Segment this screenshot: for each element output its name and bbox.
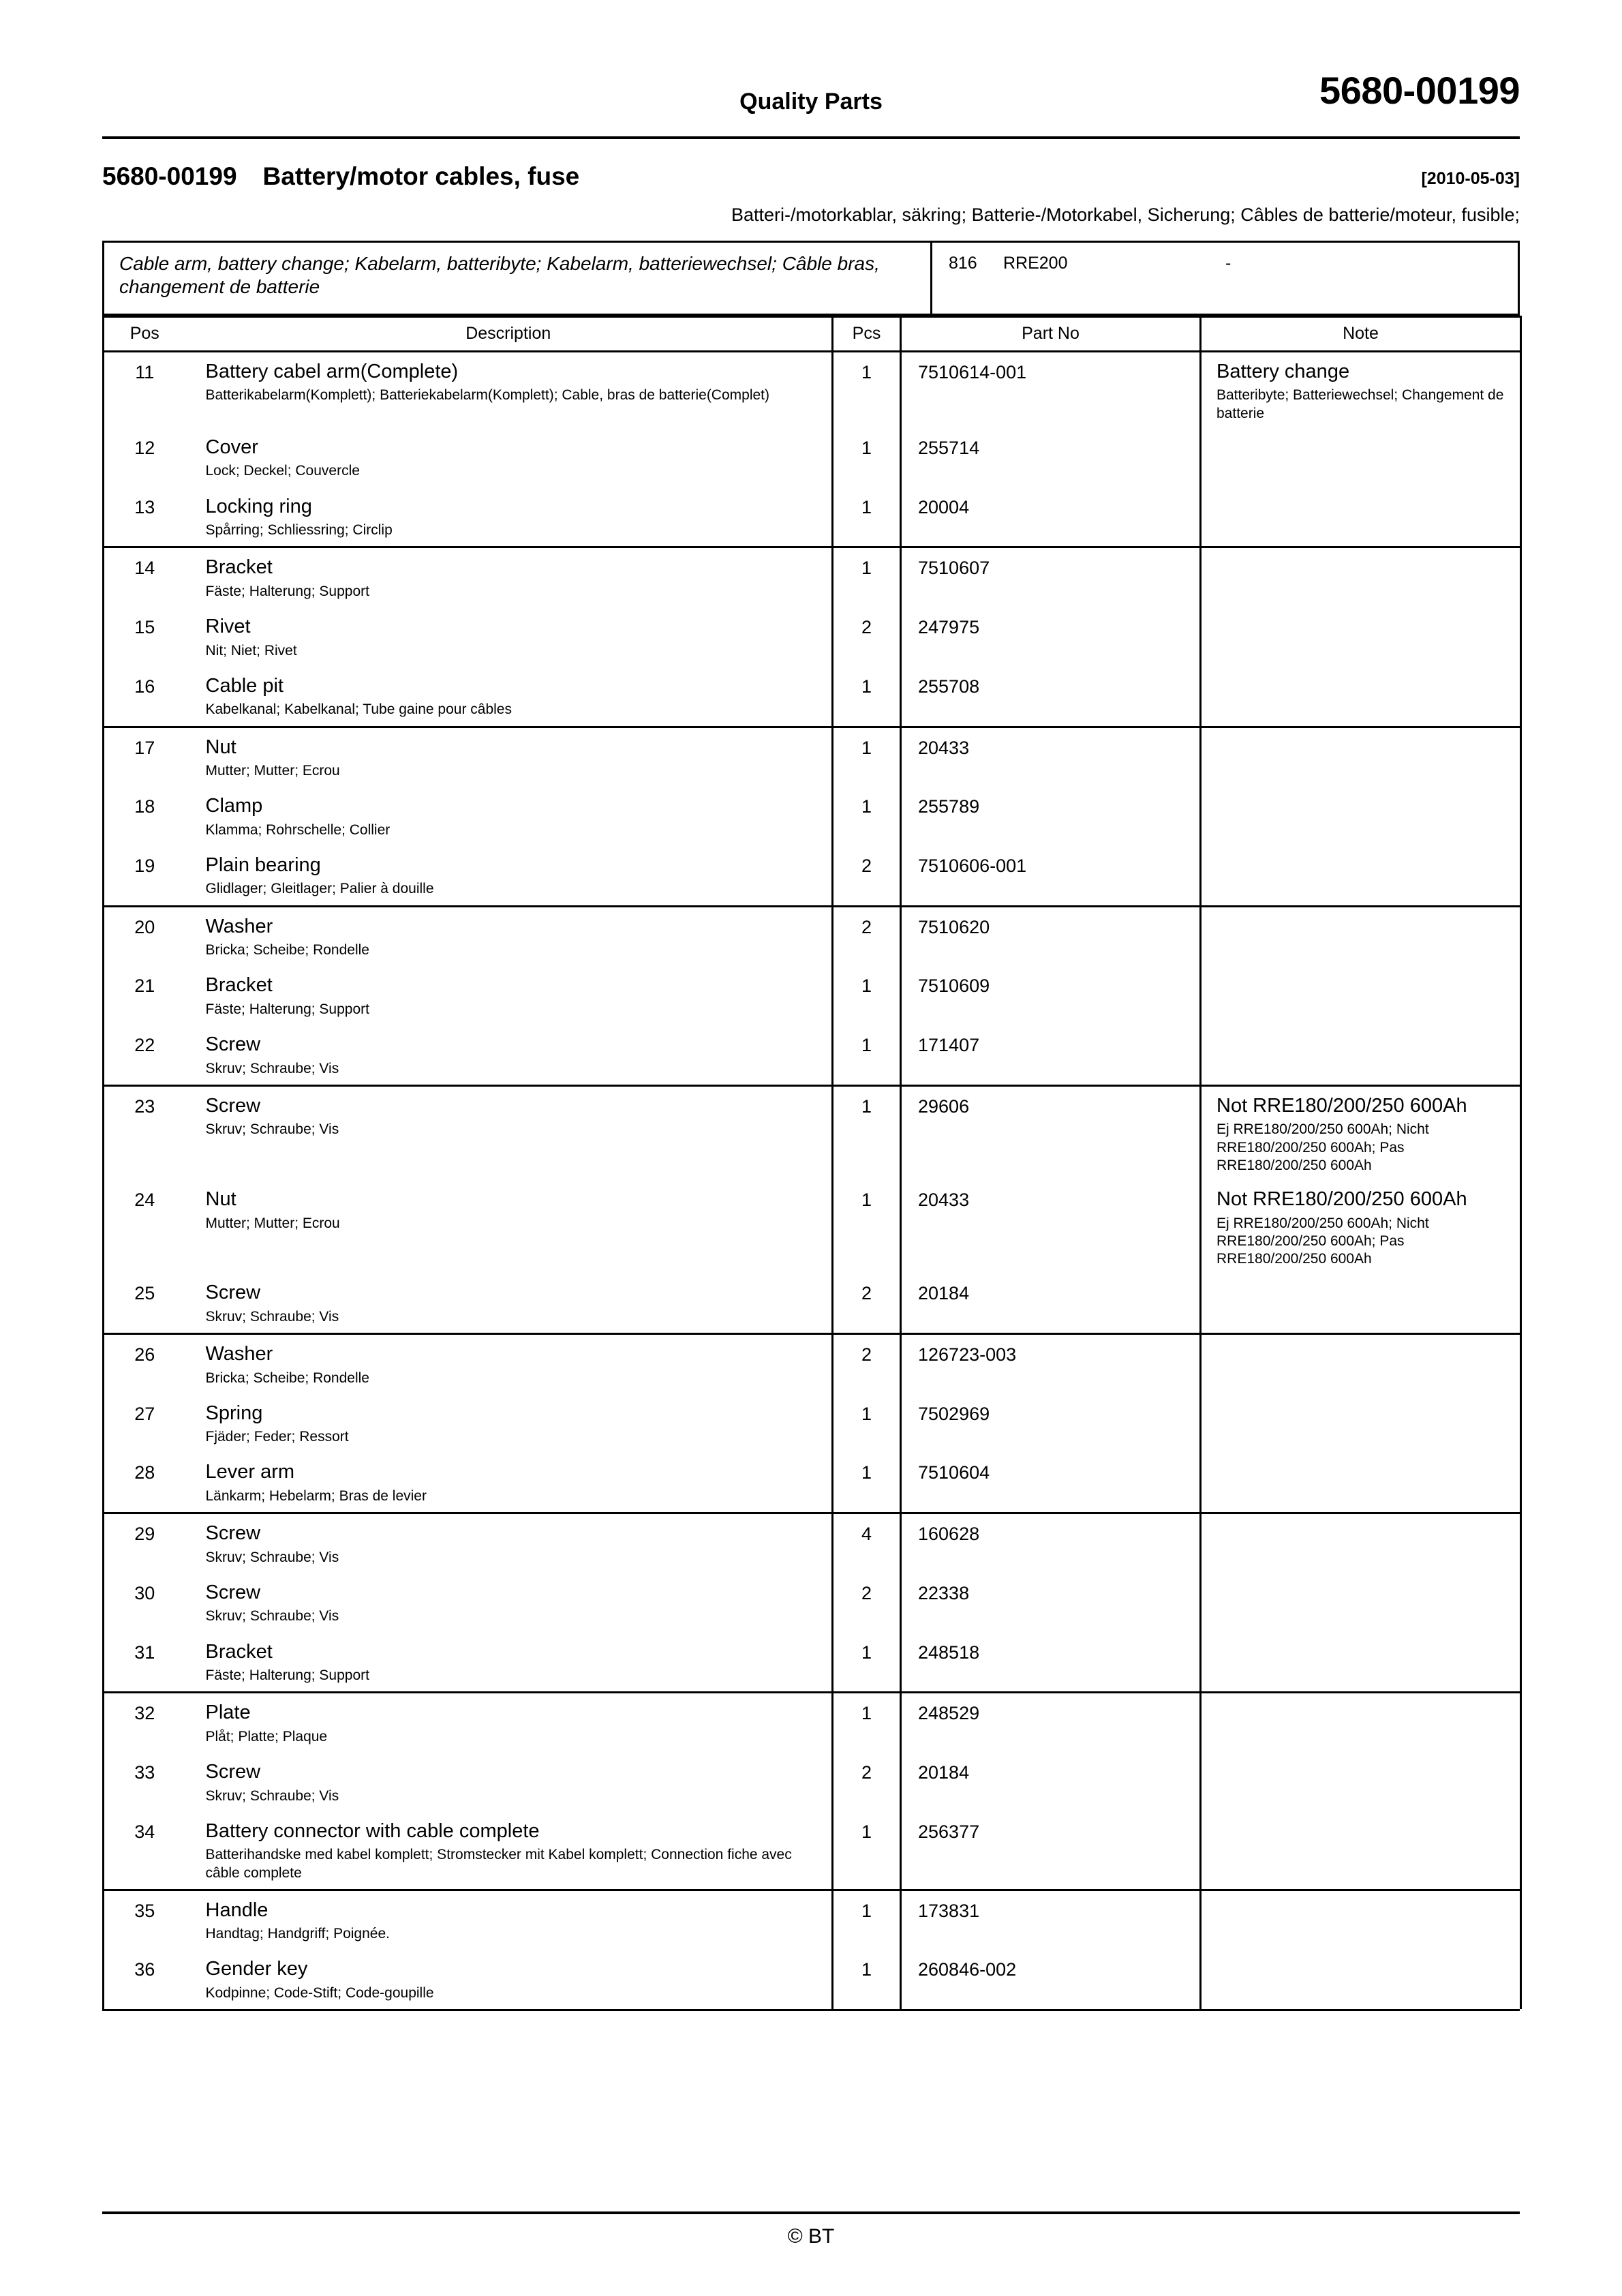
title-row: [102, 162, 1520, 196]
part-name: Battery connector with cable complete: [205, 1819, 540, 1842]
document-code-header: 5680-00199: [1319, 69, 1520, 112]
revision-date: [2010-05-03]: [1421, 169, 1520, 188]
table-row: [104, 727, 1521, 787]
part-name-translations: Bricka; Scheibe; Rondelle: [205, 1370, 369, 1386]
cell-part-no: 20433: [901, 1180, 1201, 1273]
cell-pcs: 1: [833, 966, 901, 1025]
cell-note: [1201, 1273, 1521, 1333]
part-name: Locking ring: [205, 495, 312, 517]
cell-note: [1201, 1950, 1521, 2009]
cell-part-no: 7510604: [901, 1453, 1201, 1513]
table-row: [104, 428, 1521, 487]
part-name-translations: Skruv; Schraube; Vis: [205, 1308, 339, 1325]
assembly-model: [932, 243, 1518, 314]
model-name: RRE200: [1003, 254, 1068, 273]
cell-part-no: 126723-003: [901, 1334, 1201, 1394]
cell-part-no: 20184: [901, 1753, 1201, 1812]
part-name-translations: Skruv; Schraube; Vis: [205, 1060, 339, 1076]
part-name: Screw: [205, 1094, 261, 1117]
part-name: Cover: [205, 436, 258, 458]
table-row: [104, 607, 1521, 667]
cell-description: [185, 428, 833, 487]
cell-note: [1201, 1025, 1521, 1085]
part-name: Spring: [205, 1402, 263, 1424]
part-name: Screw: [205, 1033, 261, 1056]
part-name-translations: Kabelkanal; Kabelkanal; Tube gaine pour câbles: [205, 701, 512, 718]
cell-part-no: 7510607: [901, 547, 1201, 607]
column-header-pcs: Pcs: [833, 317, 901, 352]
part-name: Bracket: [205, 1640, 273, 1663]
cell-part-no: 20433: [901, 727, 1201, 787]
cell-part-no: 7502969: [901, 1394, 1201, 1453]
table-row: [104, 1693, 1521, 1753]
cell-part-no: 255714: [901, 428, 1201, 487]
table-row: [104, 1950, 1521, 2009]
cell-pcs: 2: [833, 1273, 901, 1333]
cell-note: [1201, 1394, 1521, 1453]
cell-description: [185, 352, 833, 428]
cell-part-no: 7510620: [901, 906, 1201, 966]
cell-pcs: 2: [833, 1573, 901, 1633]
cell-description: [185, 846, 833, 906]
part-name-translations: Fäste; Halterung; Support: [205, 1001, 369, 1017]
part-name-translations: Länkarm; Hebelarm; Bras de levier: [205, 1487, 427, 1504]
cell-description: [185, 1025, 833, 1085]
page-title: [102, 162, 1520, 191]
cell-pos: 34: [134, 1821, 155, 1842]
table-row: [104, 966, 1521, 1025]
cell-pcs: 1: [833, 1085, 901, 1180]
cell-pcs: 2: [833, 906, 901, 966]
part-name-translations: Mutter; Mutter; Ecrou: [205, 763, 340, 779]
cell-note: [1201, 1633, 1521, 1693]
cell-pos: 28: [134, 1462, 155, 1483]
part-name-translations: Skruv; Schraube; Vis: [205, 1608, 339, 1625]
cell-pos: 32: [104, 1693, 185, 1753]
part-name: Screw: [205, 1761, 261, 1783]
cell-pos: 35: [104, 1890, 185, 1950]
cell-pcs: 1: [833, 1812, 901, 1890]
part-name-translations: Mutter; Mutter; Ecrou: [205, 1215, 340, 1231]
part-name-translations: Bricka; Scheibe; Rondelle: [205, 942, 369, 958]
cell-pcs: 1: [833, 727, 901, 787]
cell-pcs: 1: [833, 352, 901, 428]
cell-part-no: 256377: [901, 1812, 1201, 1890]
part-name: Bracket: [205, 556, 273, 579]
part-name: Cable pit: [205, 674, 284, 697]
cell-note: [1201, 846, 1521, 906]
part-name: Battery cabel arm(Complete): [205, 361, 459, 382]
part-name: Gender key: [205, 1958, 308, 1980]
cell-pcs: 2: [833, 1334, 901, 1394]
cell-note: [1201, 1693, 1521, 1753]
cell-description: [185, 607, 833, 667]
column-header-pos: Pos: [104, 317, 185, 352]
table-row: [104, 1334, 1521, 1394]
cell-part-no: 7510614-001: [901, 352, 1201, 428]
cell-pcs: 1: [833, 1693, 901, 1753]
cell-note: [1201, 487, 1521, 547]
cell-part-no: 255789: [901, 787, 1201, 846]
table-row: [104, 487, 1521, 547]
title-document-code: 5680-00199: [102, 162, 237, 190]
cell-description: [185, 487, 833, 547]
table-row: [104, 547, 1521, 607]
cell-part-no: 29606: [901, 1085, 1201, 1180]
assembly-header-box: [102, 241, 1520, 316]
part-name-translations: Glidlager; Gleitlager; Palier à douille: [205, 881, 434, 897]
table-row: [104, 1394, 1521, 1453]
header-divider: [102, 136, 1520, 139]
part-name: Nut: [205, 736, 236, 758]
cell-part-no: 260846-002: [901, 1950, 1201, 2009]
part-name-translations: Fjäder; Feder; Ressort: [205, 1429, 349, 1445]
part-name: Screw: [205, 1522, 261, 1545]
table-row: [104, 846, 1521, 906]
cell-description: [185, 1753, 833, 1812]
table-row: [104, 906, 1521, 966]
table-row: [104, 1573, 1521, 1633]
cell-part-no: 255708: [901, 667, 1201, 727]
cell-pcs: 1: [833, 1453, 901, 1513]
cell-pos: 16: [134, 676, 155, 697]
cell-pos: 25: [134, 1283, 155, 1304]
cell-pos: 19: [134, 856, 155, 876]
table-body: [104, 352, 1521, 2010]
cell-note: [1201, 1573, 1521, 1633]
title-text: Battery/motor cables, fuse: [262, 162, 580, 190]
cell-note: [1201, 727, 1521, 787]
cell-pos: 33: [134, 1762, 155, 1783]
cell-description: [185, 1394, 833, 1453]
cell-pcs: 2: [833, 846, 901, 906]
assembly-name: Cable arm, battery change; Kabelarm, batteribyte; Kabelarm, batteriewechsel; Câble bras, changement de batterie: [104, 243, 932, 314]
cell-description: [185, 1334, 833, 1394]
part-name: Washer: [205, 1343, 273, 1365]
table-row: [104, 1273, 1521, 1333]
cell-pcs: 1: [833, 547, 901, 607]
cell-pcs: 1: [833, 787, 901, 846]
model-note: -: [1225, 254, 1231, 273]
cell-pos: 24: [134, 1190, 155, 1211]
cell-pos: 13: [134, 496, 155, 517]
cell-description: [185, 1812, 833, 1890]
cell-part-no: 7510609: [901, 966, 1201, 1025]
cell-pos: 14: [104, 547, 185, 607]
cell-note: [1201, 352, 1521, 428]
part-name-translations: Batterihandske med kabel komplett; Stromstecker mit Kabel komplett; Connection fiche avec câble complete: [205, 1847, 792, 1881]
cell-pos: 12: [134, 437, 155, 458]
part-name-translations: Batterikabelarm(Komplett); Batteriekabelarm(Komplett); Cable, bras de batterie(Complet): [205, 387, 770, 404]
table-bottom-border: [102, 2009, 1520, 2011]
cell-part-no: 160628: [901, 1513, 1201, 1573]
note-translations: Ej RRE180/200/250 600Ah; Nicht RRE180/200/250 600Ah; Pas RRE180/200/250 600Ah: [1216, 1215, 1429, 1267]
cell-description: [185, 1633, 833, 1693]
part-name-translations: Handtag; Handgriff; Poignée.: [205, 1926, 390, 1942]
cell-note: [1201, 607, 1521, 667]
cell-pos: 20: [104, 906, 185, 966]
part-name-translations: Lock; Deckel; Couvercle: [205, 463, 360, 479]
table-row: [104, 1513, 1521, 1573]
cell-note: [1201, 1334, 1521, 1394]
cell-pcs: 2: [833, 1753, 901, 1812]
cell-note: [1201, 1513, 1521, 1573]
table-row: [104, 1085, 1521, 1180]
cell-note: [1201, 1453, 1521, 1513]
cell-note: [1201, 787, 1521, 846]
cell-pos: 36: [134, 1959, 155, 1980]
cell-pcs: 4: [833, 1513, 901, 1573]
part-name-translations: Plåt; Platte; Plaque: [205, 1728, 328, 1744]
note-main: Battery change: [1216, 361, 1350, 382]
page-subtitle: Batteri-/motorkablar, säkring; Batterie-/Motorkabel, Sicherung; Câbles de batterie/moteur, fusible;: [731, 205, 1520, 225]
part-name-translations: Kodpinne; Code-Stift; Code-goupille: [205, 1984, 434, 2001]
cell-pos: 15: [134, 617, 155, 638]
cell-description: [185, 906, 833, 966]
note-main: Not RRE180/200/250 600Ah: [1216, 1094, 1467, 1117]
cell-description: [185, 1573, 833, 1633]
cell-pcs: 2: [833, 607, 901, 667]
cell-description: [185, 966, 833, 1025]
cell-description: [185, 1453, 833, 1513]
cell-note: [1201, 428, 1521, 487]
cell-pcs: 1: [833, 667, 901, 727]
table-row: [104, 1453, 1521, 1513]
part-name: Rivet: [205, 616, 251, 638]
cell-description: [185, 1950, 833, 2009]
cell-description: [185, 667, 833, 727]
cell-description: [185, 1693, 833, 1753]
copyright-text: © BT: [787, 2225, 835, 2248]
part-name: Screw: [205, 1282, 261, 1304]
cell-note: [1201, 906, 1521, 966]
table-row: [104, 1753, 1521, 1812]
cell-pos: 11: [104, 352, 185, 428]
cell-note: [1201, 1753, 1521, 1812]
cell-part-no: 247975: [901, 607, 1201, 667]
cell-part-no: 22338: [901, 1573, 1201, 1633]
cell-description: [185, 1273, 833, 1333]
cell-pcs: 1: [833, 1890, 901, 1950]
part-name: Bracket: [205, 974, 273, 997]
note-main: Not RRE180/200/250 600Ah: [1216, 1188, 1467, 1211]
part-name-translations: Nit; Niet; Rivet: [205, 642, 297, 659]
table-row: [104, 667, 1521, 727]
part-name-translations: Skruv; Schraube; Vis: [205, 1121, 339, 1138]
cell-description: [185, 1890, 833, 1950]
cell-description: [185, 1513, 833, 1573]
cell-description: [185, 787, 833, 846]
cell-description: [185, 1085, 833, 1180]
cell-pos: 27: [134, 1403, 155, 1424]
footer-divider: [102, 2211, 1520, 2214]
table-row: [104, 1180, 1521, 1273]
cell-pos: 26: [104, 1334, 185, 1394]
part-name-translations: Klamma; Rohrschelle; Collier: [205, 821, 391, 838]
table-row: [104, 787, 1521, 846]
cell-pcs: 1: [833, 487, 901, 547]
cell-pos: 21: [134, 976, 155, 997]
cell-note: [1201, 547, 1521, 607]
table-header: [104, 317, 1521, 352]
cell-part-no: 20004: [901, 487, 1201, 547]
cell-note: [1201, 966, 1521, 1025]
cell-pcs: 1: [833, 1950, 901, 2009]
cell-description: [185, 1180, 833, 1273]
cell-part-no: 171407: [901, 1025, 1201, 1085]
cell-pos: 30: [134, 1582, 155, 1603]
cell-pcs: 1: [833, 1394, 901, 1453]
part-name-translations: Spårring; Schliessring; Circlip: [205, 522, 393, 539]
model-code: 816: [949, 254, 977, 273]
note-translations: Ej RRE180/200/250 600Ah; Nicht RRE180/200/250 600Ah; Pas RRE180/200/250 600Ah: [1216, 1121, 1429, 1173]
cell-pos: 31: [134, 1642, 155, 1663]
cell-part-no: 20184: [901, 1273, 1201, 1333]
table-row: [104, 1890, 1521, 1950]
cell-note: [1201, 1180, 1521, 1273]
cell-pos: 22: [134, 1035, 155, 1056]
cell-pcs: 1: [833, 1025, 901, 1085]
page-header: [102, 68, 1520, 131]
part-name: Washer: [205, 915, 273, 937]
table-row: [104, 1025, 1521, 1085]
cell-part-no: 248518: [901, 1633, 1201, 1693]
column-header-part-no: Part No: [901, 317, 1201, 352]
part-name: Screw: [205, 1581, 261, 1603]
part-name-translations: Skruv; Schraube; Vis: [205, 1549, 339, 1565]
part-name-translations: Fäste; Halterung; Support: [205, 1667, 369, 1684]
cell-pcs: 1: [833, 428, 901, 487]
cell-part-no: 173831: [901, 1890, 1201, 1950]
cell-part-no: 248529: [901, 1693, 1201, 1753]
column-header-note: Note: [1201, 317, 1521, 352]
cell-pos: 29: [104, 1513, 185, 1573]
cell-note: [1201, 1890, 1521, 1950]
cell-note: [1201, 1085, 1521, 1180]
cell-description: [185, 547, 833, 607]
column-header-description: Description: [185, 317, 833, 352]
cell-pcs: 1: [833, 1633, 901, 1693]
part-name: Plate: [205, 1702, 251, 1724]
parts-table: [102, 316, 1522, 2009]
cell-pos: 18: [134, 796, 155, 817]
part-name: Plain bearing: [205, 854, 321, 876]
brand-title: Quality Parts: [739, 89, 883, 115]
part-name: Handle: [205, 1899, 269, 1921]
table-row: [104, 1812, 1521, 1890]
cell-pos: 17: [104, 727, 185, 787]
cell-pcs: 1: [833, 1180, 901, 1273]
cell-pos: 23: [104, 1085, 185, 1180]
note-translations: Batteribyte; Batteriewechsel; Changement de batterie: [1216, 387, 1504, 421]
page-footer: [102, 2211, 1520, 2248]
part-name-translations: Skruv; Schraube; Vis: [205, 1787, 339, 1804]
cell-description: [185, 727, 833, 787]
part-name: Clamp: [205, 795, 263, 817]
table-row: [104, 352, 1521, 428]
table-row: [104, 1633, 1521, 1693]
cell-part-no: 7510606-001: [901, 846, 1201, 906]
cell-note: [1201, 1812, 1521, 1890]
part-name-translations: Fäste; Halterung; Support: [205, 583, 369, 599]
part-name: Nut: [205, 1188, 236, 1211]
cell-note: [1201, 667, 1521, 727]
part-name: Lever arm: [205, 1461, 295, 1483]
